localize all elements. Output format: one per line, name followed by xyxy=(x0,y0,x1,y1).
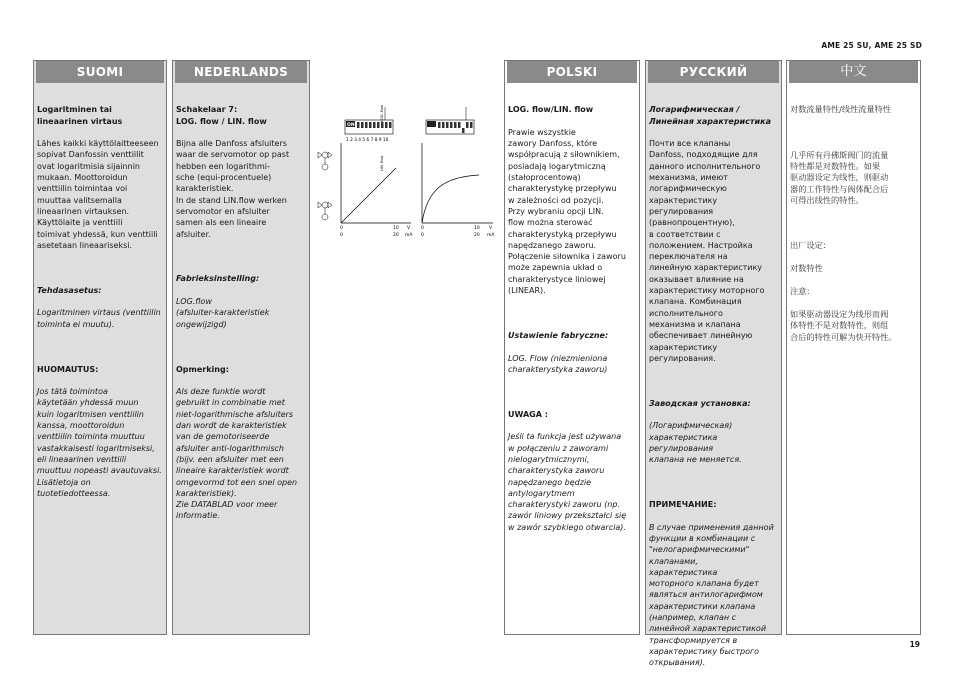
column-suomi xyxy=(33,60,167,635)
section-body: Bijna alle Danfoss afsluiters waar de servomotor op past hebben een logarithmi- sche (equi-procentuele) karakteristiek. In de stand LIN.flow werken servomotor en afsluiter samen als een lineaire afsluiter. xyxy=(176,139,290,239)
column-text xyxy=(649,93,779,680)
v-unit: V xyxy=(489,226,493,231)
page-number: 19 xyxy=(909,640,920,649)
v-tick: 0 xyxy=(421,226,424,231)
ma-tick: 0 xyxy=(340,233,343,238)
note-text: Als deze funktie wordt gebruikt in combinatie met niet-logarithmische afsluiters dan wordt de karakteristiek van de gemotoriseerde afsluiter anti-logarithmisch (bijv. een afsluiter met een lineaire karakteristiek wordt omgevormd tot een snel open karakteristiek). Zie DATABLAD voor meer informatie. xyxy=(176,387,298,521)
column-title: 中文 xyxy=(789,61,918,83)
header-model-ref: AME 25 SU, AME 25 SD xyxy=(821,41,922,50)
section-body: Lähes kaikki käyttölaitteeseen sopivat Danfossin venttiilit ovat logaritmisia sijainnin mukaan. Moottoroidun venttiilin toimintaa voi muuttaa valitsemalla lineaarinen virtauksen. Käyttölaite ja venttiili toimivat yhdessä, kun venttiili asetetaan lineaariseksi. xyxy=(37,139,159,250)
section-heading: LOG. flow/LIN. flow xyxy=(508,105,594,115)
default-text: (Логарифмическая) характеристика регулирования клапана не меняется. xyxy=(649,421,742,465)
default-heading: Заводская установка: xyxy=(649,398,751,408)
section-heading: Логарифмическая / Линейная характеристика xyxy=(649,105,771,126)
column-title: РУССКИЙ xyxy=(648,61,779,83)
note-heading: HUOMAUTUS: xyxy=(37,364,99,374)
note-heading: ПРИМЕЧАНИЕ: xyxy=(649,500,717,510)
column-russkiy xyxy=(645,60,782,668)
dip-on-label: ON xyxy=(347,123,355,128)
default-heading: 出厂设定： xyxy=(790,240,831,251)
note-heading: Opmerking: xyxy=(176,364,229,374)
default-text: 对数特性 xyxy=(790,263,823,274)
note-heading: UWAGA : xyxy=(508,409,548,419)
valve-symbol-icon xyxy=(318,152,332,220)
note-text: 如果驱动器设定为线形而阀 体特性不是对数特性，则组 合后的特性可解为快开特性。 xyxy=(790,308,897,342)
v-tick: 10 xyxy=(393,226,399,231)
dip-numbers: 1 2 3 4 5 6 7 8 9 10 xyxy=(346,138,389,143)
ma-tick: 20 xyxy=(474,233,480,238)
column-text xyxy=(790,93,918,355)
default-text: LOG.flow (afsluiter-karakteristiek ongewijzigd) xyxy=(176,297,270,329)
section-heading: 对数流量特性/线性流量特性 xyxy=(790,104,892,115)
default-text: Logaritminen virtaus (venttiilin toiminta ei muutu). xyxy=(37,308,161,329)
ma-tick: 0 xyxy=(421,233,424,238)
note-heading: 注意： xyxy=(790,286,815,297)
v-tick: 10 xyxy=(474,226,480,231)
graph-linear xyxy=(340,143,413,238)
v-tick: 0 xyxy=(340,226,343,231)
column-title: POLSKI xyxy=(507,61,637,83)
note-text: В случае применения данной функции в комбинации с "нелогарифмическими" клапанами, характеристика моторного клапана будет являться антилогарифмом характеристики клапана (например, клапан с линейной характеристикой трансформируется в характеристику быстрого открывания). xyxy=(649,522,774,668)
column-title: NEDERLANDS xyxy=(175,61,307,83)
default-heading: Fabrieksinstelling: xyxy=(176,274,260,284)
section-body: Prawie wszystkie zawory Danfoss, które współpracują z siłownikiem, posiadają logarytmiczną (stałoprocentową) charakterystykę przepływu w zależności od pozycji. Przy wybraniu opcji LIN. flow można sterować charakterystyką przepływu napędzanego zaworu. Połączenie siłownika i zaworu może zapewnia układ o charakterystyce liniowej (LINEAR). xyxy=(508,127,626,296)
default-heading: Ustawienie fabryczne: xyxy=(508,330,609,340)
switch-label-right-rot: LIN. flow xyxy=(380,155,384,171)
column-nederlands xyxy=(172,60,310,635)
note-text: Jos tätä toimintoa käytetään yhdessä muun kuin logaritmisen venttiilin kanssa, moottoroidun venttiilin toiminta muuttuu vastakkaisesti logaritmiseksi, eli lineaarinen venttiili muuttuu nopeasti avautuvaksi. Lisätietoja on tuotetiedotteessa. xyxy=(37,387,162,498)
section-heading: Schakelaar 7: LOG. flow / LIN. flow xyxy=(176,105,267,126)
ma-unit: mA xyxy=(487,233,495,238)
column-text xyxy=(37,93,164,510)
dip-switch-lin xyxy=(426,107,474,134)
column-text xyxy=(508,93,637,544)
ma-unit: mA xyxy=(405,233,413,238)
graph-quick-open xyxy=(421,143,495,238)
column-chinese xyxy=(786,60,921,635)
v-unit: V xyxy=(407,226,411,231)
note-text: Jeśli ta funkcja jest używana w połączeniu z zaworami nielogarytmicznymi, charakterystyka zaworu napędzanego będzie antylogarytmem charakterystyki zaworu (np. zawór liniowy przekształci się w zawór szybkiego otwarcia). xyxy=(508,432,627,532)
ma-tick: 20 xyxy=(393,233,399,238)
section-heading: Logaritminen tai lineaarinen virtaus xyxy=(37,105,123,126)
flow-characteristic-diagram xyxy=(313,95,503,245)
section-body: 几乎所有丹佛斯阀门的流量 特性都是对数特性。如果 驱动器设定为线性，则驱动 器的工作特性与阀体配合后 可得出线性的特性。 xyxy=(790,149,889,206)
switch-label-left: LOG. flow xyxy=(380,104,384,122)
default-heading: Tehdasasetus: xyxy=(37,285,102,295)
default-text: LOG. Flow (niezmieniona charakterystyka zaworu) xyxy=(508,353,608,374)
column-text xyxy=(176,93,307,533)
dip-switch-log xyxy=(345,105,393,171)
column-title: SUOMI xyxy=(36,61,164,83)
section-body: Почти все клапаны Danfoss, подходящие для данного исполнительного механизма, имеют логарифмическую характеристику регулирования (равнопроцентную), в соответствии с положением. Настройка переключателя на линейную характеристику оказывает влияние на характеристику моторного клапана. Комбинация исполнительного механизма и клапана обеспечивает линейную характеристику регулирования. xyxy=(649,139,765,363)
column-polski xyxy=(504,60,640,635)
